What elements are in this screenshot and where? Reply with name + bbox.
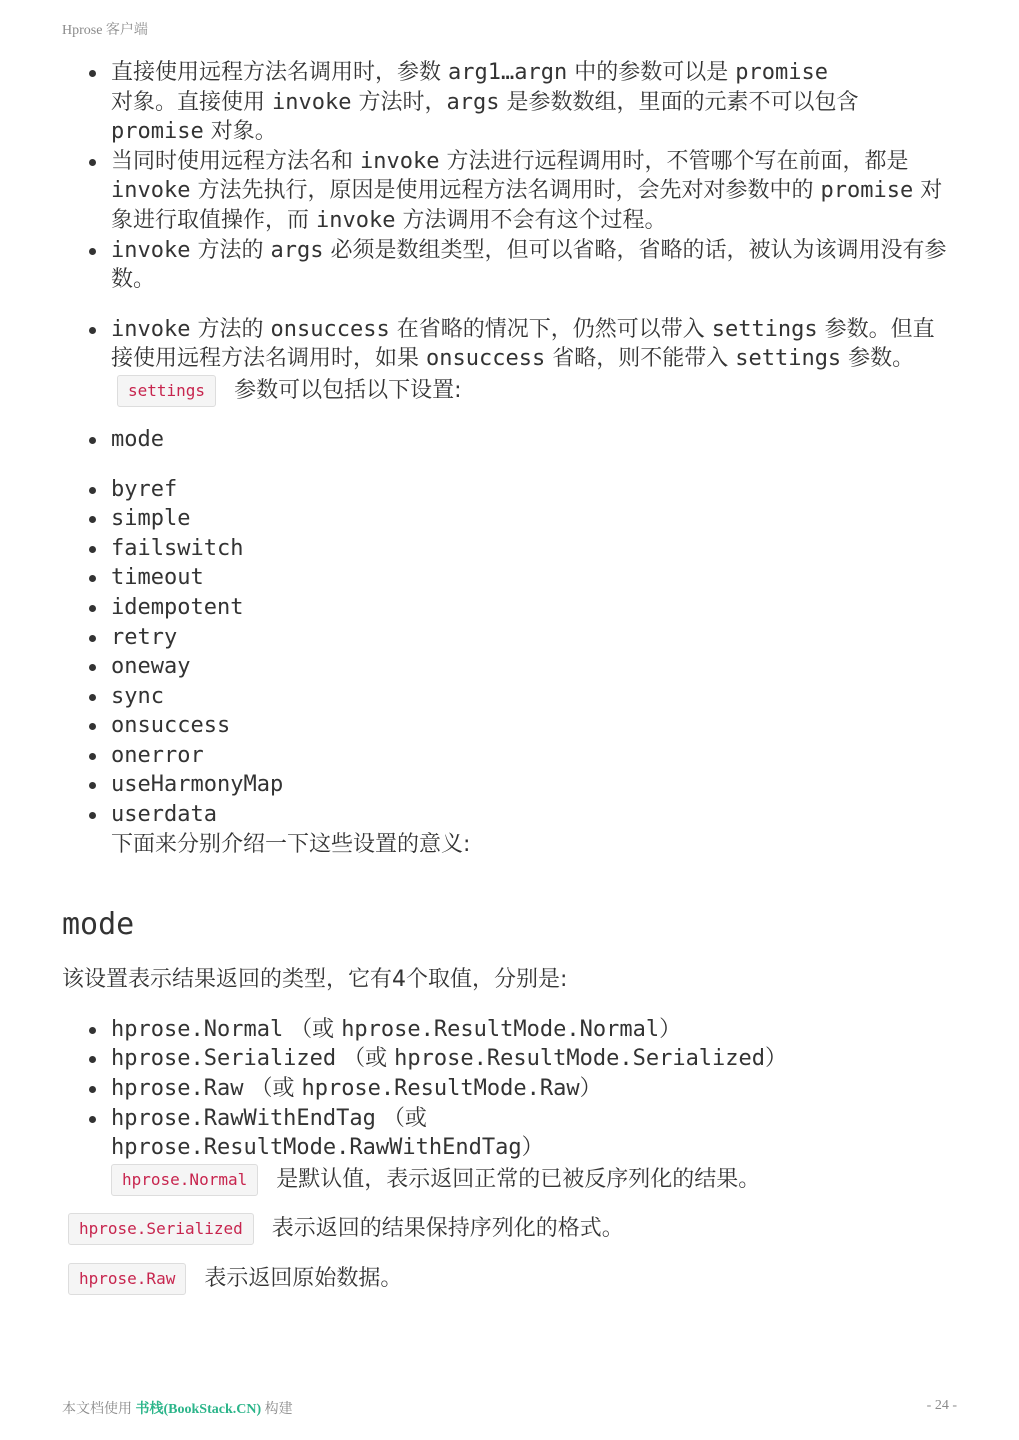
footer-prefix: 本文档使用 — [62, 1402, 136, 1417]
inline-code: hprose.RawWithEndTag — [111, 1105, 376, 1131]
list-item: mode — [111, 425, 952, 455]
inline-code: invoke — [111, 237, 191, 263]
inline-code: invoke — [316, 207, 396, 233]
raw-note — [68, 1262, 952, 1296]
inline-code: arg1…argn — [448, 60, 568, 85]
inline-code: args — [270, 237, 324, 263]
text: （或 — [243, 1076, 302, 1102]
footer-suffix: 构建 — [261, 1402, 293, 1417]
notes-list-2 — [62, 315, 952, 407]
list-item — [111, 58, 952, 147]
serialized-code: hprose.Serialized — [68, 1213, 254, 1245]
raw-code: hprose.Raw — [68, 1263, 186, 1295]
list-item — [111, 1044, 952, 1074]
inline-code: args — [446, 89, 500, 115]
text: 方法的 — [190, 316, 271, 342]
inline-code: onsuccess — [270, 316, 390, 342]
text: （或 — [375, 1105, 427, 1131]
text: 表示返回原始数据。 — [204, 1265, 403, 1291]
normal-code: hprose.Normal — [111, 1164, 258, 1196]
document-body — [62, 58, 952, 1296]
inline-code: promise — [820, 178, 914, 204]
inline-code: hprose.ResultMode.Normal — [341, 1016, 660, 1042]
inline-code: settings — [735, 346, 842, 372]
inline-code: hprose.ResultMode.Serialized — [394, 1046, 766, 1072]
mode-list — [62, 425, 952, 455]
inline-code: promise — [111, 119, 204, 145]
inline-code: invoke — [111, 316, 191, 342]
inline-code: invoke — [360, 148, 440, 174]
list-item: oneway — [111, 652, 952, 682]
text: （或 — [336, 1046, 395, 1072]
list-item: failswitch — [111, 534, 952, 564]
list-item — [111, 1104, 952, 1196]
notes-list-1 — [62, 58, 952, 295]
list-item: byref — [111, 475, 952, 505]
list-item: retry — [111, 623, 952, 653]
inline-code: hprose.Serialized — [111, 1046, 337, 1072]
text: 方法进行远程调用时，不管哪个写在前面，都是 — [439, 148, 909, 174]
mode-intro: 该设置表示结果返回的类型，它有4个取值，分别是: — [62, 967, 568, 993]
text: 直接使用远程方法名调用时，参数 — [111, 60, 448, 85]
text: ） — [659, 1016, 682, 1042]
list-item: idempotent — [111, 593, 952, 623]
inline-code: hprose.ResultMode.Raw — [301, 1076, 580, 1102]
text: 中的参数可以是 — [567, 60, 736, 85]
text: 方法先执行，原因是使用远程方法名调用时，会先对对参数中的 — [190, 178, 821, 204]
text: 参数可以包括以下设置: — [234, 377, 462, 403]
text: 参数。 — [841, 346, 915, 372]
list-item: timeout — [111, 563, 952, 593]
text: 是默认值，表示返回正常的已被反序列化的结果。 — [276, 1166, 761, 1192]
list-item: onsuccess — [111, 711, 952, 741]
text: ） — [521, 1135, 544, 1161]
list-item — [111, 315, 952, 407]
list-item — [111, 147, 952, 236]
text: 对象。直接使用 — [111, 89, 272, 115]
text: 必须是数组类型，但可以省略，省略的话，被认为该调用没有参数。 — [111, 237, 947, 293]
section-heading-mode: mode — [62, 907, 135, 943]
settings-intro — [117, 375, 952, 407]
inline-code: invoke — [111, 178, 191, 204]
inline-code: invoke — [272, 89, 352, 115]
list-item — [111, 1074, 952, 1104]
list-item: useHarmonyMap — [111, 770, 952, 800]
mode-values-list — [62, 1015, 952, 1196]
list-item — [111, 800, 952, 859]
text: 对象进行取值操作，而 — [111, 178, 943, 233]
text: 当同时使用远程方法名和 — [111, 148, 360, 174]
text: 参数。但直接使用远程方法名调用时，如果 — [111, 316, 935, 372]
list-item: simple — [111, 504, 952, 534]
inline-code: hprose.Normal — [111, 1016, 284, 1042]
text: 表示返回的结果保持序列化的格式。 — [271, 1215, 624, 1241]
serialized-note — [68, 1212, 952, 1246]
text: （或 — [283, 1016, 342, 1042]
text: 方法时， — [351, 89, 447, 115]
text: 在省略的情况下，仍然可以带入 — [389, 316, 712, 342]
list-item: sync — [111, 682, 952, 712]
page-number: - 24 - — [926, 1398, 957, 1413]
inline-code: settings — [711, 316, 818, 342]
text: 省略，则不能带入 — [545, 346, 736, 372]
text: 方法调用不会有这个过程。 — [395, 207, 667, 233]
text: ） — [579, 1076, 602, 1102]
page-header: Hprose 客户端 — [62, 23, 148, 38]
settings-summary: 下面来分别介绍一下这些设置的意义: — [111, 831, 471, 857]
text: userdata — [111, 802, 217, 828]
text: 方法的 — [190, 237, 271, 263]
list-item: onerror — [111, 741, 952, 771]
settings-code: settings — [117, 375, 216, 407]
text: 是参数数组，里面的元素不可以包含 — [499, 89, 859, 115]
list-item — [111, 236, 952, 295]
footer-brand-link[interactable]: 书栈(BookStack.CN) — [135, 1402, 262, 1417]
page-footer — [62, 1398, 957, 1418]
settings-list — [62, 475, 952, 860]
mode-default-note — [111, 1164, 952, 1196]
inline-code: hprose.Raw — [111, 1076, 244, 1102]
text: ） — [765, 1046, 788, 1072]
inline-code: hprose.ResultMode.RawWithEndTag — [111, 1135, 522, 1161]
list-item — [111, 1015, 952, 1045]
text: 对象。 — [203, 119, 277, 145]
inline-code: onsuccess — [426, 346, 546, 372]
inline-code: promise — [735, 60, 828, 85]
